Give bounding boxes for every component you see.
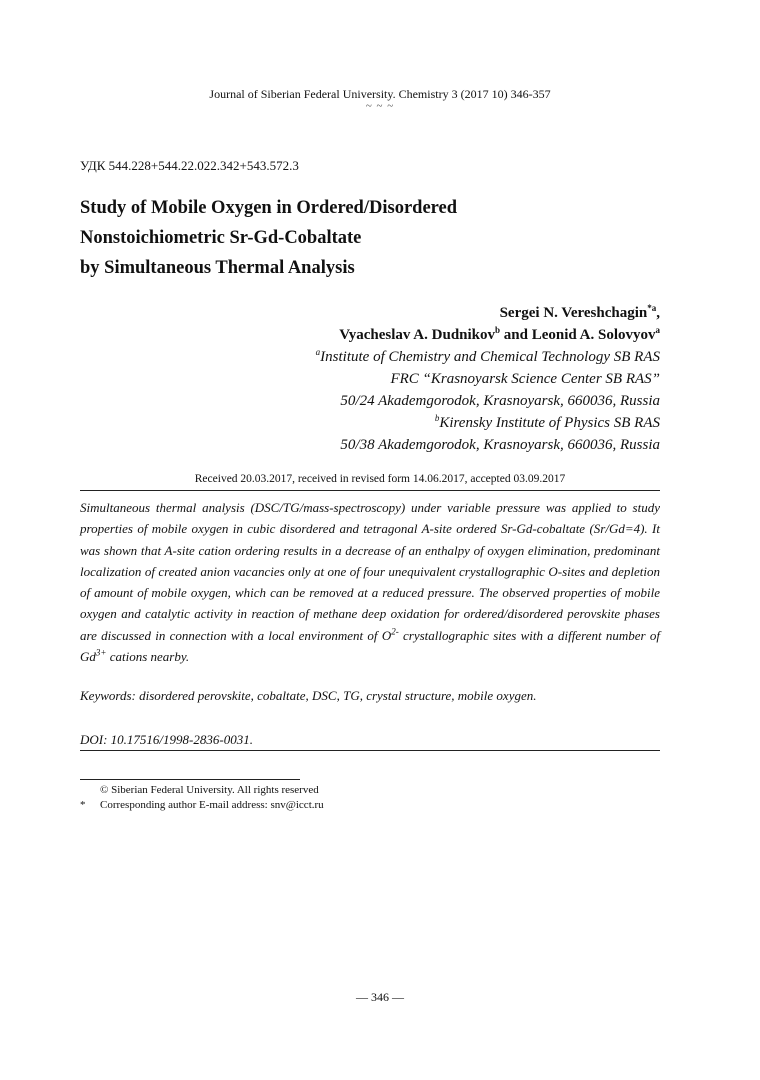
abstract-text-1: Simultaneous thermal analysis (DSC/TG/mass-spectroscopy) under variable pressure was applied to study properties of mobile oxygen in cubic disordered and tetragonal A-site ordered Sr-Gd-cobaltate (Sr/Gd=4). It was shown that A-site cation ordering results in a decrease of an enthalpy of oxygen elimination, predominant localization of created anion vacancies only at one of four unequivalent crystallographic O-sites and depletion of amount of mobile oxygen, which can be removed at a reduced pressure. The observed properties of mobile oxygen and catalytic activity in reaction of methane deep oxidation for ordered/disordered perovskite phases are discussed in connection with a local environment of O (80, 500, 660, 643)
received-dates: Received 20.03.2017, received in revised form 14.06.2017, accepted 03.09.2017 (194, 473, 566, 485)
keywords: Keywords: disordered perovskite, cobaltate, DSC, TG, crystal structure, mobile oxygen. (80, 688, 537, 703)
author-2-name: Vyacheslav A. Dudnikov (339, 327, 496, 343)
header-tilde-separator: ~ ~ ~ (365, 100, 395, 112)
affiliation-a-line-3: 50/24 Akademgorodok, Krasnoyarsk, 660036, Russia (340, 393, 660, 409)
author-2-sup: b (495, 325, 501, 335)
affiliation-b-line-2: 50/38 Akademgorodok, Krasnoyarsk, 660036, Russia (340, 437, 660, 453)
gd-charge-sup: 3+ (95, 647, 107, 658)
page-number: — 346 — (356, 990, 404, 1004)
paper-title (80, 193, 640, 283)
author-line-1 (316, 302, 660, 324)
abstract-bottom-rule (80, 750, 660, 751)
udk-code: УДК 544.228+544.22.022.342+543.572.3 (80, 158, 299, 173)
abstract-text-2: crystallographic sites with a different number of Gd (80, 627, 660, 665)
authors-block (316, 302, 660, 456)
footnote-rule (80, 779, 300, 780)
author-1-name: Sergei N. Vereshchagin (499, 305, 648, 321)
journal-header: Journal of Siberian Federal University. Chemistry 3 (2017 10) 346-357 (209, 87, 551, 101)
abstract-top-rule (80, 490, 660, 491)
title-line-1: Study of Mobile Oxygen in Ordered/Disordered (80, 198, 458, 218)
author-line-2 (316, 324, 660, 346)
affiliation-b-text: Kirensky Institute of Physics SB RAS (439, 415, 660, 431)
affiliation-b-line-1 (316, 412, 660, 434)
affiliation-a-sup: a (315, 347, 321, 357)
author-3-sup: a (655, 325, 660, 335)
doi: DOI: 10.17516/1998-2836-0031. (80, 732, 253, 747)
footnote-star: * (80, 799, 86, 811)
affiliation-a-line-1 (316, 346, 660, 368)
affiliation-a-line-2: FRC “Krasnoyarsk Science Center SB RAS” (390, 371, 660, 387)
title-line-2: Nonstoichiometric Sr-Gd-Cobaltate (80, 228, 362, 248)
affiliation-b-sup: b (434, 413, 440, 423)
oxygen-charge-sup: 2- (391, 626, 399, 637)
affiliation-a-text: Institute of Chemistry and Chemical Technology SB RAS (320, 349, 660, 365)
copyright-footnote: © Siberian Federal University. All rights reserved (100, 784, 319, 796)
author-3-name: Leonid A. Solovyov (531, 327, 656, 343)
abstract (80, 497, 660, 667)
corresponding-author-footnote: Corresponding author E-mail address: snv@icct.ru (100, 799, 324, 811)
author-1-sup: *a (647, 303, 657, 313)
author-join: and (500, 327, 532, 343)
author-1-tail: , (656, 305, 660, 321)
title-line-3: by Simultaneous Thermal Analysis (80, 258, 355, 278)
abstract-text-3: cations nearby. (106, 649, 190, 665)
